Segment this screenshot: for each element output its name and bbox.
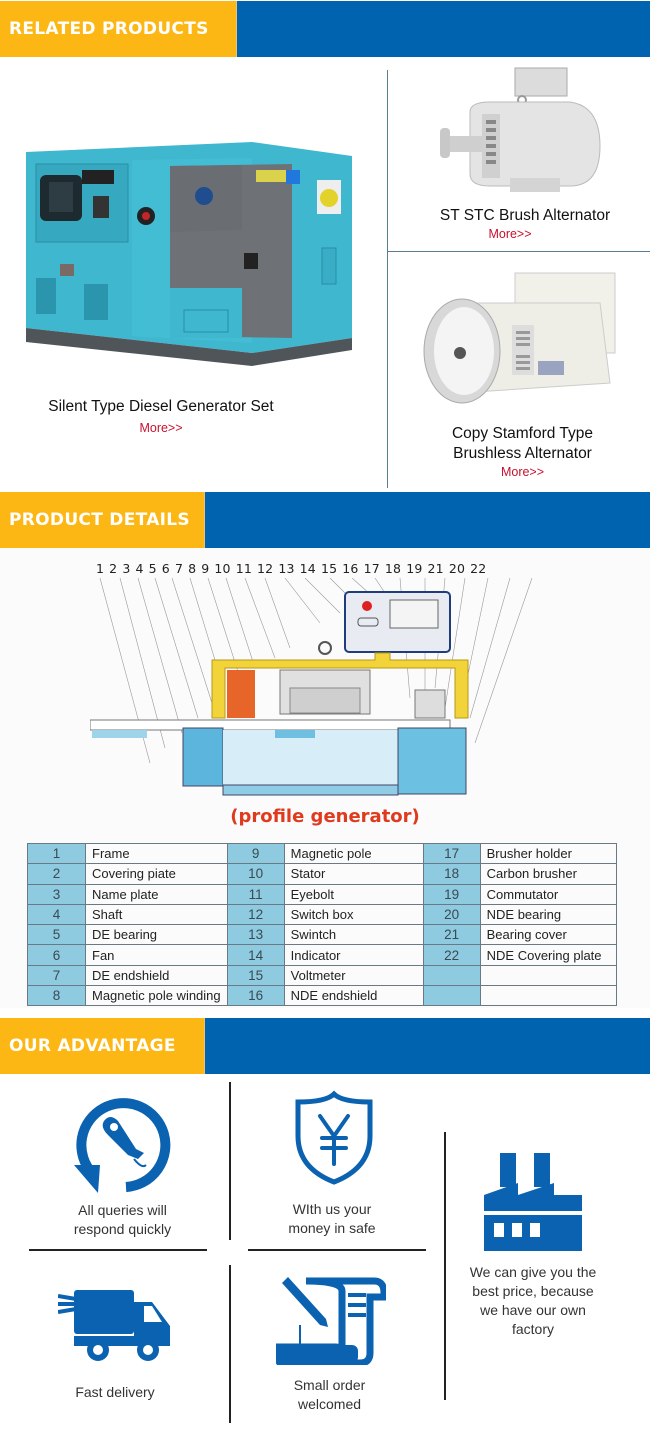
advantage-text: WIth us your money in safe — [288, 1201, 376, 1236]
product-name[interactable]: ST STC Brush Alternator — [439, 207, 611, 224]
factory-icon — [484, 1153, 582, 1251]
related-products-header — [0, 1, 650, 57]
delivery-truck-icon — [58, 1286, 172, 1366]
product-details-header — [0, 492, 650, 548]
advantage-text: All queries will respond quickly — [73, 1202, 172, 1237]
silent-diesel-generator-image[interactable] — [22, 138, 354, 366]
section-title: OUR ADVANTAGE — [0, 1018, 204, 1074]
advantage-divider — [229, 1265, 231, 1423]
table-row: 2 Covering piate 10 Stator 18 Carbon brusher — [28, 864, 617, 884]
product-name[interactable]: Silent Type Diesel Generator Set — [48, 398, 274, 415]
header-bar — [204, 1018, 650, 1074]
advantage-divider — [29, 1249, 207, 1251]
table-row: 4 Shaft 12 Switch box 20 NDE bearing — [28, 904, 617, 924]
advantage-divider — [229, 1082, 231, 1240]
table-row: 3 Name plate 11 Eyebolt 19 Commutator — [28, 884, 617, 904]
callout-numbers: 1 2 3 4 5 6 7 8 9 10 11 12 13 14 15 16 17 18 19 21 20 22 — [96, 561, 487, 576]
our-advantage-header — [0, 1018, 650, 1074]
parts-table — [27, 843, 617, 1006]
diagram-caption: (profile generator) — [230, 806, 420, 827]
table-row: 5 DE bearing 13 Swintch 21 Bearing cover — [28, 925, 617, 945]
table-row: 1 Frame 9 Magnetic pole 17 Brusher holder — [28, 844, 617, 864]
table-row: 7 DE endshield 15 Voltmeter — [28, 965, 617, 985]
advantage-text: Fast delivery — [75, 1384, 155, 1400]
section-title: PRODUCT DETAILS — [0, 492, 204, 548]
profile-generator-drawing — [90, 578, 550, 803]
stamford-brushless-alternator-image[interactable] — [420, 263, 620, 413]
advantage-divider — [248, 1249, 426, 1251]
product-name[interactable]: Copy Stamford Type — [451, 425, 593, 442]
yen-shield-icon — [292, 1090, 376, 1186]
table-row: 8 Magnetic pole winding 16 NDE endshield — [28, 986, 617, 1006]
product-divider-horizontal — [387, 251, 650, 252]
st-stc-brush-alternator-image[interactable] — [430, 66, 605, 196]
advantage-text: We can give you the best price, because we have our own factory — [469, 1264, 597, 1337]
section-title: RELATED PRODUCTS — [0, 1, 236, 57]
more-link[interactable]: More>> — [139, 421, 183, 435]
advantage-text: Small order welcomed — [293, 1377, 366, 1412]
more-link[interactable]: More>> — [500, 465, 545, 479]
more-link[interactable]: More>> — [488, 227, 532, 241]
advantage-divider — [444, 1132, 446, 1400]
header-bar — [204, 492, 650, 548]
order-scroll-pen-icon — [276, 1275, 386, 1365]
table-row: 6 Fan 14 Indicator 22 NDE Covering plate — [28, 945, 617, 965]
product-divider-vertical — [387, 70, 388, 488]
product-name[interactable]: Brushless Alternator — [453, 445, 592, 462]
rocket-refresh-icon — [72, 1093, 174, 1195]
header-bar — [236, 1, 650, 57]
